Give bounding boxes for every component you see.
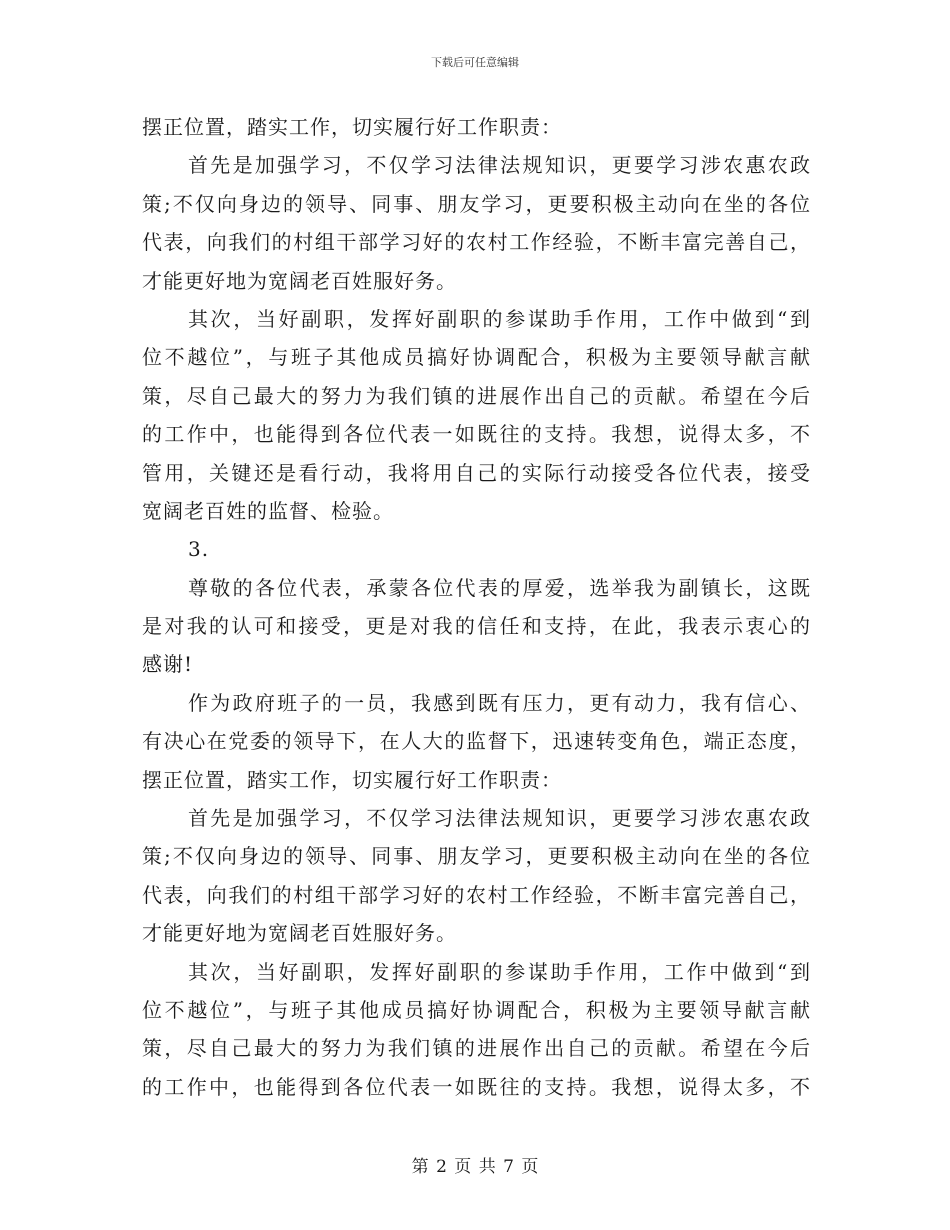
page-footer: 第 2 页 共 7 页 [411,1157,539,1177]
text-line: 有决心在党委的领导下，在人大的监督下，迅速转变角色，端正态度， [142,729,810,754]
text-line: 管用，关键还是看行动，我将用自己的实际行动接受各位代表，接受 [142,460,810,485]
text-line: 策;不仅向身边的领导、同事、朋友学习，更要积极主动向在坐的各位 [142,844,810,869]
text-line: 作为政府班子的一员，我感到既有压力，更有动力，我有信心、 [188,690,810,715]
text-line: 的工作中，也能得到各位代表一如既往的支持。我想，说得太多，不 [142,1074,810,1099]
text-line: 其次，当好副职，发挥好副职的参谋助手作用，工作中做到“到 [188,306,810,331]
text-line: 才能更好地为宽阔老百姓服好务。 [142,268,457,293]
document-body [142,108,810,1106]
text-line: 策，尽自己最大的努力为我们镇的进展作出自己的贡献。希望在今后 [142,383,810,408]
text-line: 摆正位置，踏实工作，切实履行好工作职责： [142,767,562,792]
text-line: 首先是加强学习，不仅学习法律法规知识，更要学习涉农惠农政 [188,806,810,831]
text-line: 是对我的认可和接受，更是对我的信任和支持，在此，我表示衷心的 [142,614,810,639]
page-header: 下载后可任意编辑 [431,56,519,69]
text-line: 感谢! [142,652,194,677]
text-line: 位不越位”，与班子其他成员搞好协调配合，积极为主要领导献言献 [142,345,810,370]
text-line: 位不越位”，与班子其他成员搞好协调配合，积极为主要领导献言献 [142,997,810,1022]
text-line: 的工作中，也能得到各位代表一如既往的支持。我想，说得太多，不 [142,422,810,447]
text-line: 首先是加强学习，不仅学习法律法规知识，更要学习涉农惠农政 [188,153,810,178]
text-line: 其次，当好副职，发挥好副职的参谋助手作用，工作中做到“到 [188,959,810,984]
text-line: 策;不仅向身边的领导、同事、朋友学习，更要积极主动向在坐的各位 [142,191,810,216]
text-line: 宽阔老百姓的监督、检验。 [142,498,394,523]
text-line: 尊敬的各位代表，承蒙各位代表的厚爱，选举我为副镇长，这既 [188,575,810,600]
text-line: 代表，向我们的村组干部学习好的农村工作经验，不断丰富完善自己， [142,230,810,255]
text-line: 策，尽自己最大的努力为我们镇的进展作出自己的贡献。希望在今后 [142,1036,810,1061]
text-line: 才能更好地为宽阔老百姓服好务。 [142,921,457,946]
text-line: 代表，向我们的村组干部学习好的农村工作经验，不断丰富完善自己， [142,882,810,907]
text-line: 摆正位置，踏实工作，切实履行好工作职责： [142,115,562,139]
text-line: 3. [188,537,210,562]
